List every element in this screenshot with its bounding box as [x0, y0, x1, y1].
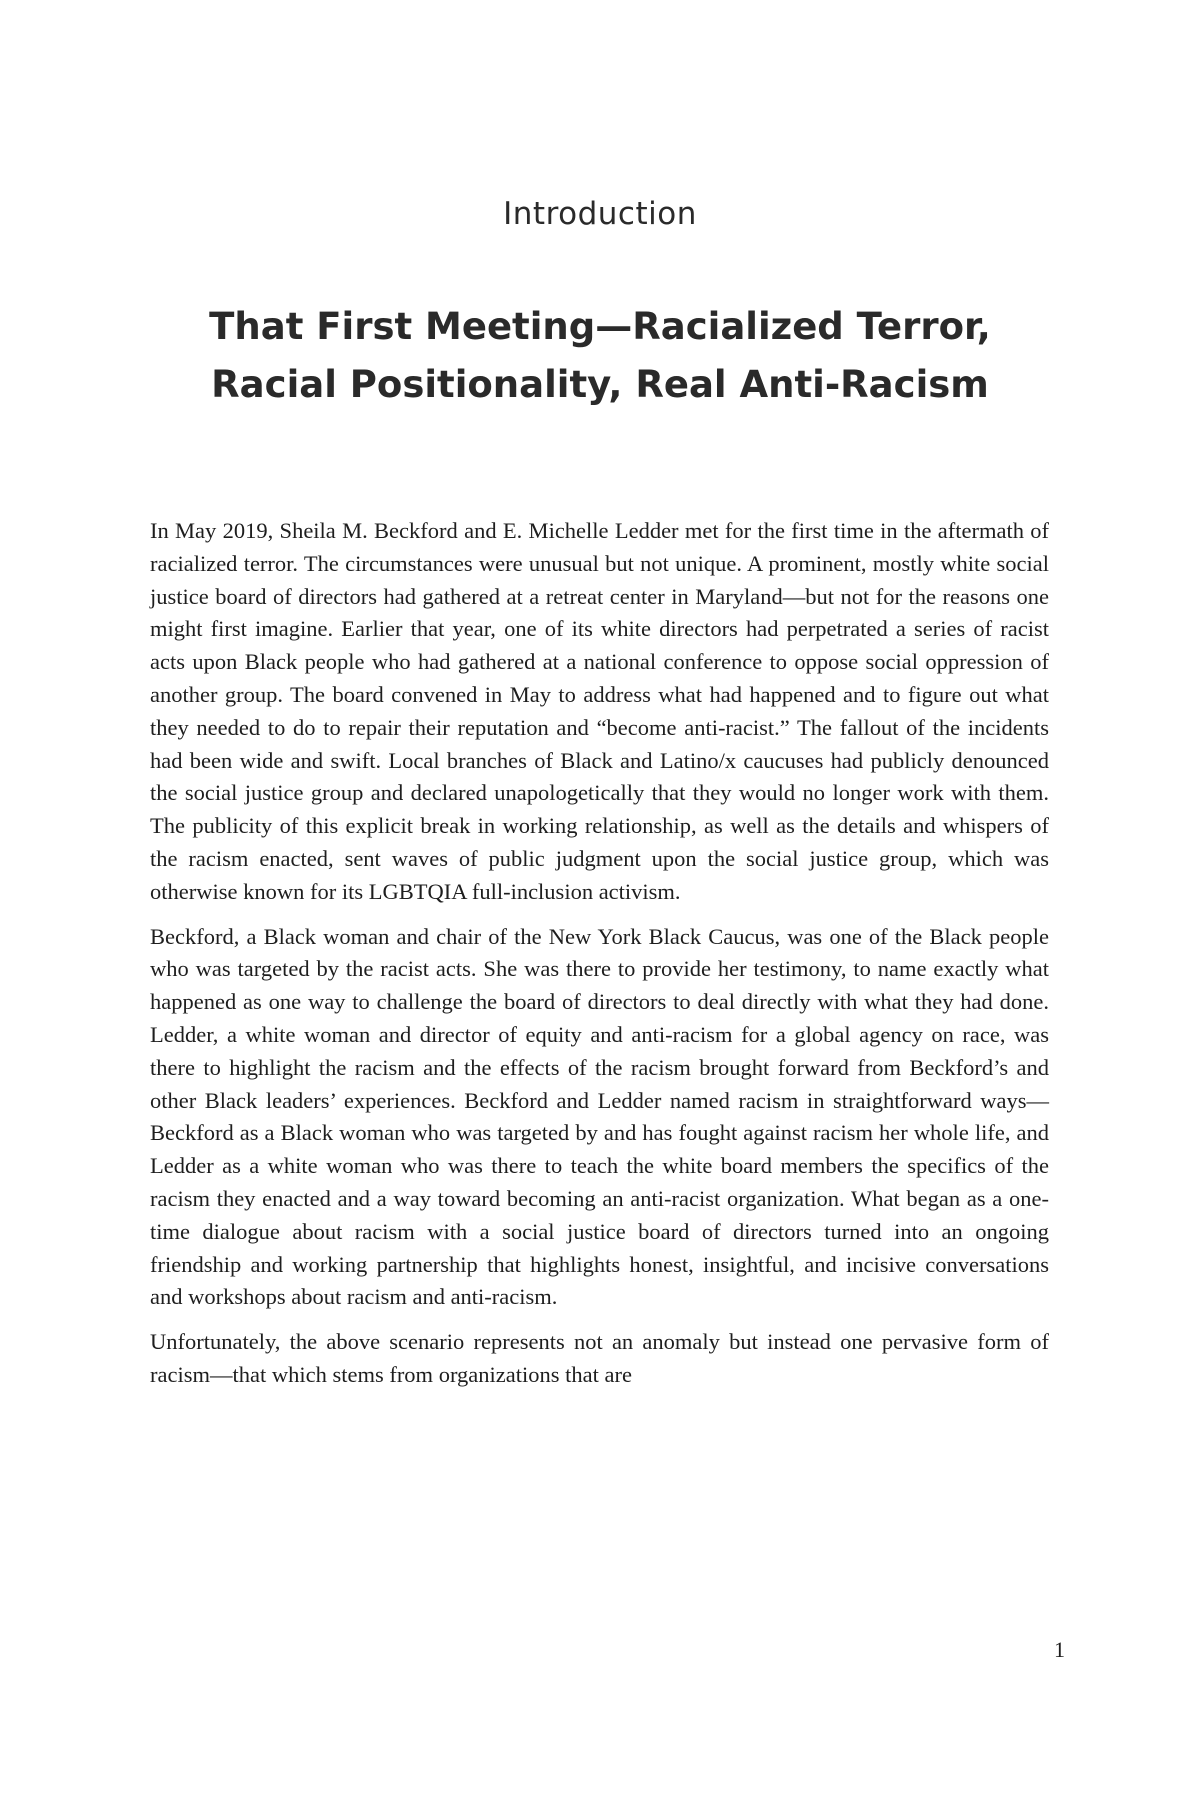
chapter-title [150, 298, 1050, 414]
body-text [150, 515, 1049, 1404]
chapter-title-line-2: Racial Positionality, Real Anti-Racism [211, 363, 989, 406]
page-number: 1 [1054, 1637, 1065, 1662]
chapter-label: Introduction [503, 196, 697, 232]
paragraph-1: In May 2019, Sheila M. Beckford and E. Michelle Ledder met for the first time in the aftermath of racialized terror. The circumstances were unusual but not unique. A prominent, mostly white social justice board of directors had gathered at a retreat center in Maryland—but not for the reasons one might first imagine. Earlier that year, one of its white directors had perpetrated a series of racist acts upon Black people who had gathered at a national conference to oppose social oppression of another group. The board convened in May to address what had happened and to figure out what they needed to do to repair their reputation and “become anti-racist.” The fallout of the incidents had been wide and swift. Local branches of Black and Latino/x caucuses had publicly denounced the social justice group and declared unapologetically that they would no longer work with them. The publicity of this explicit break in working relationship, as well as the details and whispers of the racism enacted, sent waves of public judgment upon the social justice group, which was otherwise known for its LGBTQIA full-inclusion activism. [150, 518, 1049, 904]
paragraph-3: Unfortunately, the above scenario represents not an anomaly but instead one pervasive form of racism—that which stems from organizations that are [150, 1329, 1049, 1387]
chapter-title-line-1: That First Meeting—Racialized Terror, [209, 305, 991, 348]
paragraph-2: Beckford, a Black woman and chair of the New York Black Caucus, was one of the Black people who was targeted by the racist acts. She was there to provide her testimony, to name exactly what happened as one way to challenge the board of directors to deal directly with what they had done. Ledder, a white woman and director of equity and anti-racism for a global agency on race, was there to highlight the racism and the effects of the racism brought forward from Beckford’s and other Black leaders’ experiences. Beckford and Ledder named racism in straightforward ways—Beckford as a Black woman who was targeted by and has fought against racism her whole life, and Ledder as a white woman who was there to teach the white board members the specifics of the racism they enacted and a way toward becoming an anti-racist organization. What began as a one-time dialogue about racism with a social justice board of directors turned into an ongoing friendship and working partnership that highlights honest, insightful, and incisive conversations and workshops about racism and anti-racism. [150, 923, 1049, 1310]
